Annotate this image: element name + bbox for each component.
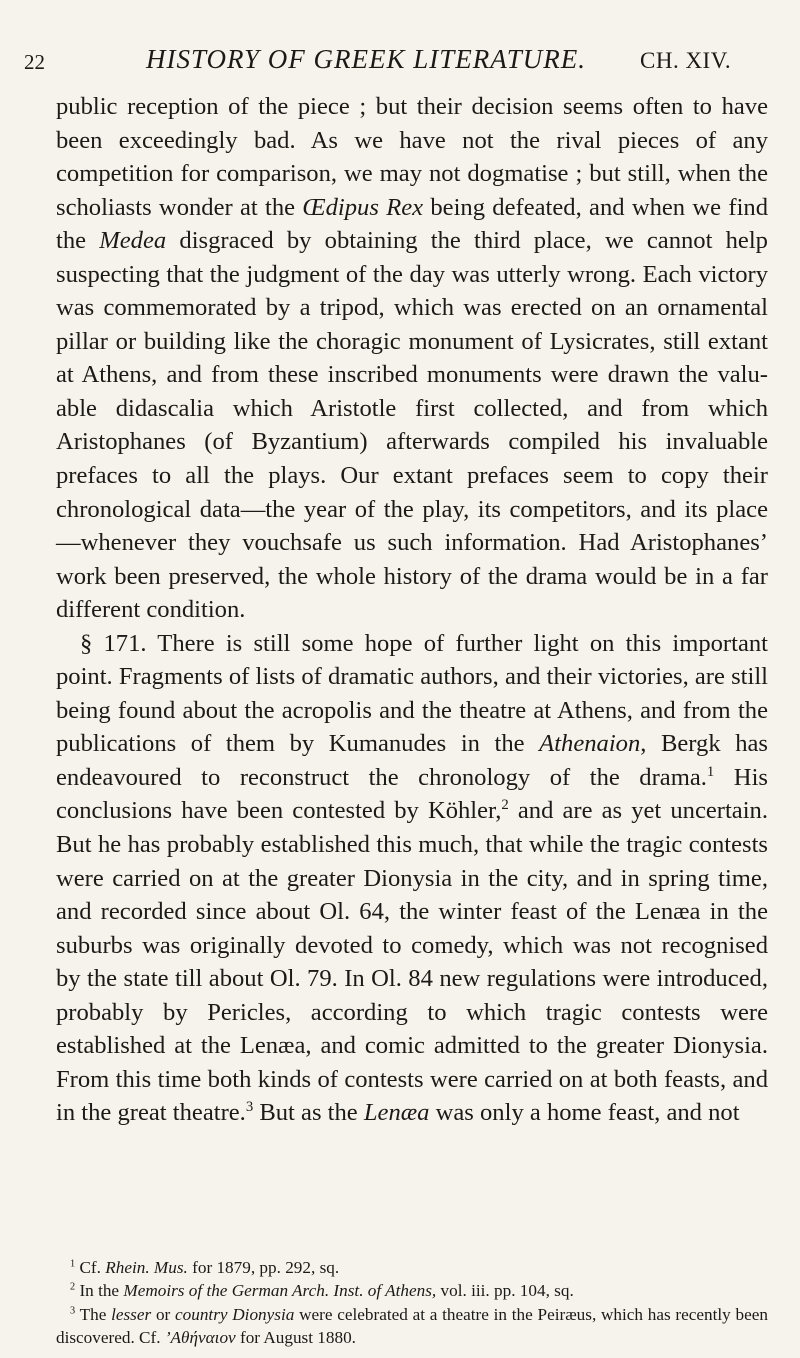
footnote-mark: 2 xyxy=(70,1281,76,1293)
text-run: , Bergk has endeavoured to reconstruct the chronology of the drama. xyxy=(56,730,769,791)
title-athenaion: Athenaion xyxy=(539,730,641,758)
footnote-mark: 3 xyxy=(70,1304,76,1316)
chapter-label: CH. XIV. xyxy=(640,48,732,73)
text-run: being defeated, and when we find the xyxy=(56,193,768,255)
text-run: The xyxy=(75,1304,112,1324)
footnote-mark: 1 xyxy=(70,1258,76,1270)
footnotes xyxy=(56,1256,768,1349)
text-run: But as the xyxy=(253,1099,364,1127)
main-text xyxy=(56,90,768,1130)
paragraph-2 xyxy=(56,627,768,1130)
page-number: 22 xyxy=(24,50,45,74)
text-run: or xyxy=(151,1304,176,1324)
footnote-ref-1[interactable]: 1 xyxy=(706,763,715,780)
footnote-1 xyxy=(56,1256,768,1279)
title-rhein-mus: Rhein. Mus. xyxy=(105,1258,188,1277)
text-run: were celebrated at a theatre in the Peiræus, which has recently been discovered. Cf. xyxy=(56,1304,768,1347)
footnote-ref-3[interactable]: 3 xyxy=(245,1099,254,1116)
title-oedipus-rex: Œdipus Rex xyxy=(302,193,424,221)
running-title: HISTORY OF GREEK LITERATURE. xyxy=(146,44,587,74)
text-run: for August 1880. xyxy=(235,1327,356,1347)
text-run: His conclusions have been contested by Köhler, xyxy=(56,763,768,825)
greek-athenaion: ’Αθήναιον xyxy=(164,1327,236,1347)
text-run: disgraced by obtaining the third place, we cannot help suspecting that the judgment of the day was utterly wrong. Each victory was commemorated by a tripod, which was erected on an ornamental pillar or building like the choragic monument of Lysicrates, still extant at Athens, and from these inscribed monuments were drawn the valuable didascalia which Aristotle first collected, and from which Aristophanes (of Byzantium) afterwards compiled his invaluable prefaces to all the plays. Our extant prefaces seem to copy their chronological data—the year of the play, its competitors, and its place—whenever they vouchsafe us such information. Had Aristophanes’ work been preserved, the whole history of the drama would be in a far different condition. xyxy=(56,227,768,624)
title-lenaea: Lenæa xyxy=(363,1099,430,1127)
text-run: was only a home feast, and not xyxy=(429,1099,740,1127)
term-country-dionysia: country Dionysia xyxy=(175,1304,295,1324)
text-run: vol. iii. pp. 104, sq. xyxy=(436,1281,574,1301)
text-run: § 171. There is still some hope of further light on this important point. Fragments of lists of dramatic authors, and their victories, are still being found about the acropolis and the theatre at Athens, and from the publications of them by Kumanudes in the xyxy=(56,629,768,758)
footnote-3 xyxy=(56,1303,768,1350)
title-medea: Medea xyxy=(99,227,167,255)
running-header xyxy=(0,44,800,84)
title-memoirs: Memoirs of the German Arch. Inst. of Athens, xyxy=(123,1281,437,1301)
text-run: public reception of the piece ; but their decision seems often to have been exceedingly bad. As we have not the rival pieces of any competition for comparison, we may not dogmatise ; but still, when the scholiasts wonder at the xyxy=(56,93,768,221)
term-lesser: lesser xyxy=(111,1304,152,1324)
text-run: for 1879, pp. 292, sq. xyxy=(187,1258,340,1277)
footnote-2 xyxy=(56,1279,768,1302)
text-run: and are as yet uncertain. But he has probably established this much, that while the tragic contests were carried on at the greater Dionysia in the city, and in spring time, and recorded since about Ol. 64, the winter feast of the Lenæa in the suburbs was originally devoted to comedy, which was not recognised by the state till about Ol. 79. In Ol. 84 new regulations were introduced, probably by Pericles, according to which tragic contests were established at the Lenæa, and comic admitted to the greater Dionysia. From this time both kinds of contests were carried on at both feasts, and in the great theatre. xyxy=(56,797,768,1127)
footnote-ref-2[interactable]: 2 xyxy=(501,797,509,814)
paragraph-1 xyxy=(56,90,768,627)
text-run: In the xyxy=(75,1281,124,1301)
text-run: Cf. xyxy=(75,1258,106,1277)
